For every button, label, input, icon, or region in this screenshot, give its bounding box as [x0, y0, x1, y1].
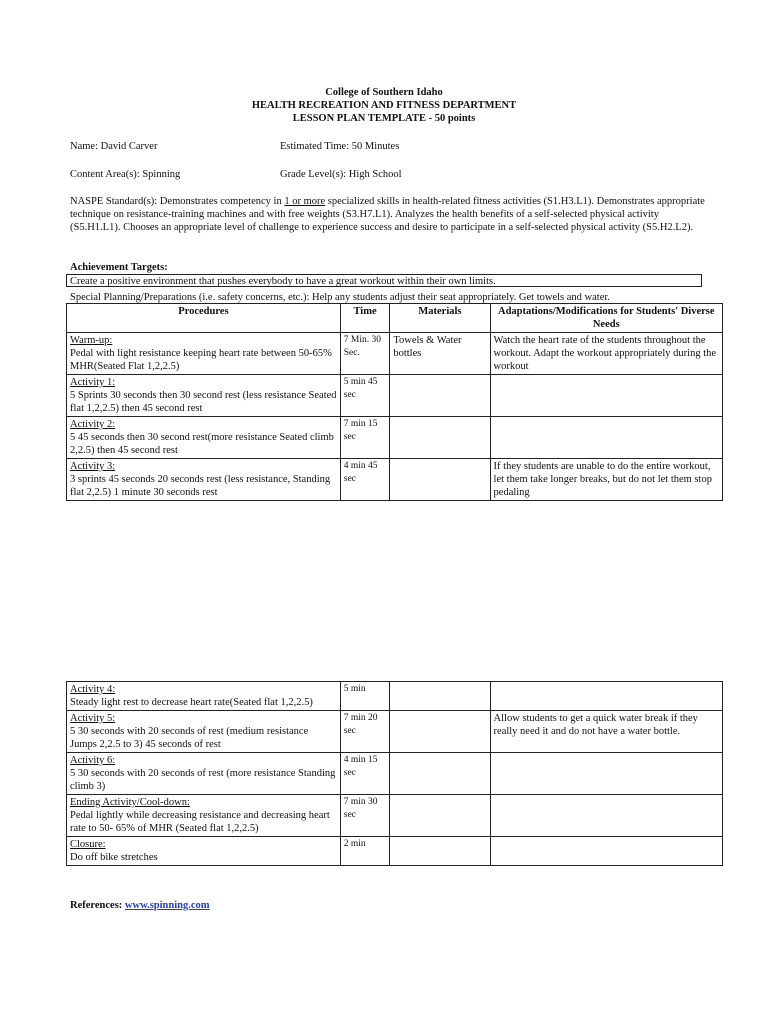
time-cell: 2 min — [340, 837, 390, 866]
time-cell: 7 Min. 30 Sec. — [340, 333, 390, 375]
time-cell: 5 min 45 sec — [340, 375, 390, 417]
references-link[interactable]: www.spinning.com — [124, 900, 210, 911]
time-cell: 7 min 30 sec — [340, 795, 390, 837]
materials-cell — [390, 837, 490, 866]
time-cell: 5 min — [340, 682, 390, 711]
procedure-title: Activity 1: — [70, 377, 116, 388]
materials-cell — [390, 459, 490, 501]
references-label: References: — [70, 900, 125, 911]
naspe-rest: specialized skills in health-related fitness activities (S1.H3.L1). Demonstrates appropriate technique on resistance-training machines and with free weights (S3.H7.L1). Analyzes the health benefits of a self-selected physical activity (S5.H1.L1). Chooses an appropriate level of challenge to experience success and desire to participate in a self-selected physical activity (S5.H2.L2). — [70, 196, 705, 233]
materials-cell — [390, 753, 490, 795]
procedure-title: Activity 5: — [70, 713, 116, 724]
document-header — [0, 86, 768, 125]
procedure-cell — [67, 795, 341, 837]
procedure-description: 5 30 seconds with 20 seconds of rest (medium resistance Jumps 2,2.5 to 3) 45 seconds of rest — [70, 726, 309, 750]
materials-cell: Towels & Water bottles — [390, 333, 490, 375]
table-row — [67, 711, 723, 753]
procedure-description: Do off bike stretches — [70, 852, 158, 863]
adaptations-cell — [490, 682, 722, 711]
materials-header: Materials — [390, 304, 490, 333]
college-name: College of Southern Idaho — [325, 87, 443, 98]
time-header: Time — [340, 304, 390, 333]
materials-cell — [390, 795, 490, 837]
procedure-description: 3 sprints 45 seconds 20 seconds rest (less resistance, Standing flat 2,2.5) 1 minute 30 seconds rest — [70, 474, 331, 498]
procedure-description: Pedal lightly while decreasing resistance and decreasing heart rate to 50- 65% of MHR (Seated flat 1,2,2.5) — [70, 810, 330, 834]
table-row — [67, 837, 723, 866]
procedure-cell — [67, 682, 341, 711]
time-cell: 4 min 45 sec — [340, 459, 390, 501]
adaptations-cell — [490, 753, 722, 795]
materials-cell — [390, 417, 490, 459]
lesson-table-page2 — [66, 681, 723, 866]
procedure-cell — [67, 333, 341, 375]
adaptations-cell — [490, 795, 722, 837]
procedure-title: Activity 3: — [70, 461, 116, 472]
procedures-header: Procedures — [67, 304, 341, 333]
adaptations-cell: Allow students to get a quick water break if they really need it and do not have a water bottle. — [490, 711, 722, 753]
table-row — [67, 795, 723, 837]
procedure-description: Steady light rest to decrease heart rate(Seated flat 1,2,2.5) — [70, 697, 313, 708]
procedure-cell — [67, 375, 341, 417]
procedure-cell — [67, 417, 341, 459]
procedure-title: Activity 6: — [70, 755, 116, 766]
estimated-time-field: Estimated Time: 50 Minutes — [280, 141, 400, 152]
adaptations-cell — [490, 417, 722, 459]
achievement-targets-title: Achievement Targets: — [70, 262, 168, 273]
table-row — [67, 375, 723, 417]
naspe-underlined: 1 or more — [284, 196, 326, 207]
procedure-cell — [67, 753, 341, 795]
procedure-cell — [67, 711, 341, 753]
time-cell: 7 min 15 sec — [340, 417, 390, 459]
name-field: Name: David Carver — [70, 141, 158, 152]
table-row — [67, 682, 723, 711]
time-cell: 4 min 15 sec — [340, 753, 390, 795]
procedure-title: Ending Activity/Cool-down: — [70, 797, 190, 808]
procedure-title: Activity 4: — [70, 684, 116, 695]
grade-level-field: Grade Level(s): High School — [280, 169, 402, 180]
content-area-field: Content Area(s): Spinning — [70, 169, 181, 180]
table-row — [67, 333, 723, 375]
procedure-cell — [67, 459, 341, 501]
adaptations-cell — [490, 837, 722, 866]
naspe-prefix: NASPE Standard(s): Demonstrates competency in — [70, 196, 285, 207]
adaptations-cell — [490, 375, 722, 417]
time-cell: 7 min 20 sec — [340, 711, 390, 753]
special-planning: Special Planning/Preparations (i.e. safety concerns, etc.): Help any students adjust their seat appropriately. Get towels and water. — [70, 292, 610, 303]
adaptations-cell: Watch the heart rate of the students throughout the workout. Adapt the workout appropriately during the workout — [490, 333, 722, 375]
materials-cell — [390, 375, 490, 417]
procedure-description: 5 30 seconds with 20 seconds of rest (more resistance Standing climb 3) — [70, 768, 336, 792]
procedure-description: 5 45 seconds then 30 second rest(more resistance Seated climb 2,2.5) then 45 second rest — [70, 432, 334, 456]
procedure-title: Warm-up: — [70, 335, 113, 346]
materials-cell — [390, 682, 490, 711]
procedure-title: Closure: — [70, 839, 106, 850]
procedure-description: 5 Sprints 30 seconds then 30 second rest (less resistance Seated flat 1,2,2.5) then 45 second rest — [70, 390, 337, 414]
procedure-cell — [67, 837, 341, 866]
table-row — [67, 417, 723, 459]
table-row — [67, 459, 723, 501]
naspe-standards — [70, 195, 710, 234]
materials-cell — [390, 711, 490, 753]
template-title: LESSON PLAN TEMPLATE - 50 points — [292, 113, 476, 124]
lesson-table-page1 — [66, 303, 723, 501]
references — [70, 899, 210, 912]
procedure-description: Pedal with light resistance keeping heart rate between 50-65% MHR(Seated Flat 1,2,2.5) — [70, 348, 332, 372]
table-header-row — [67, 304, 723, 333]
department-name: HEALTH RECREATION AND FITNESS DEPARTMENT — [251, 100, 517, 111]
procedure-title: Activity 2: — [70, 419, 116, 430]
achievement-target-box: Create a positive environment that pushes everybody to have a great workout within their own limits. — [66, 274, 702, 287]
table-row — [67, 753, 723, 795]
adaptations-cell: If they students are unable to do the entire workout, let them take longer breaks, but do not let them stop pedaling — [490, 459, 722, 501]
adaptations-header: Adaptations/Modifications for Students' Diverse Needs — [490, 304, 722, 333]
